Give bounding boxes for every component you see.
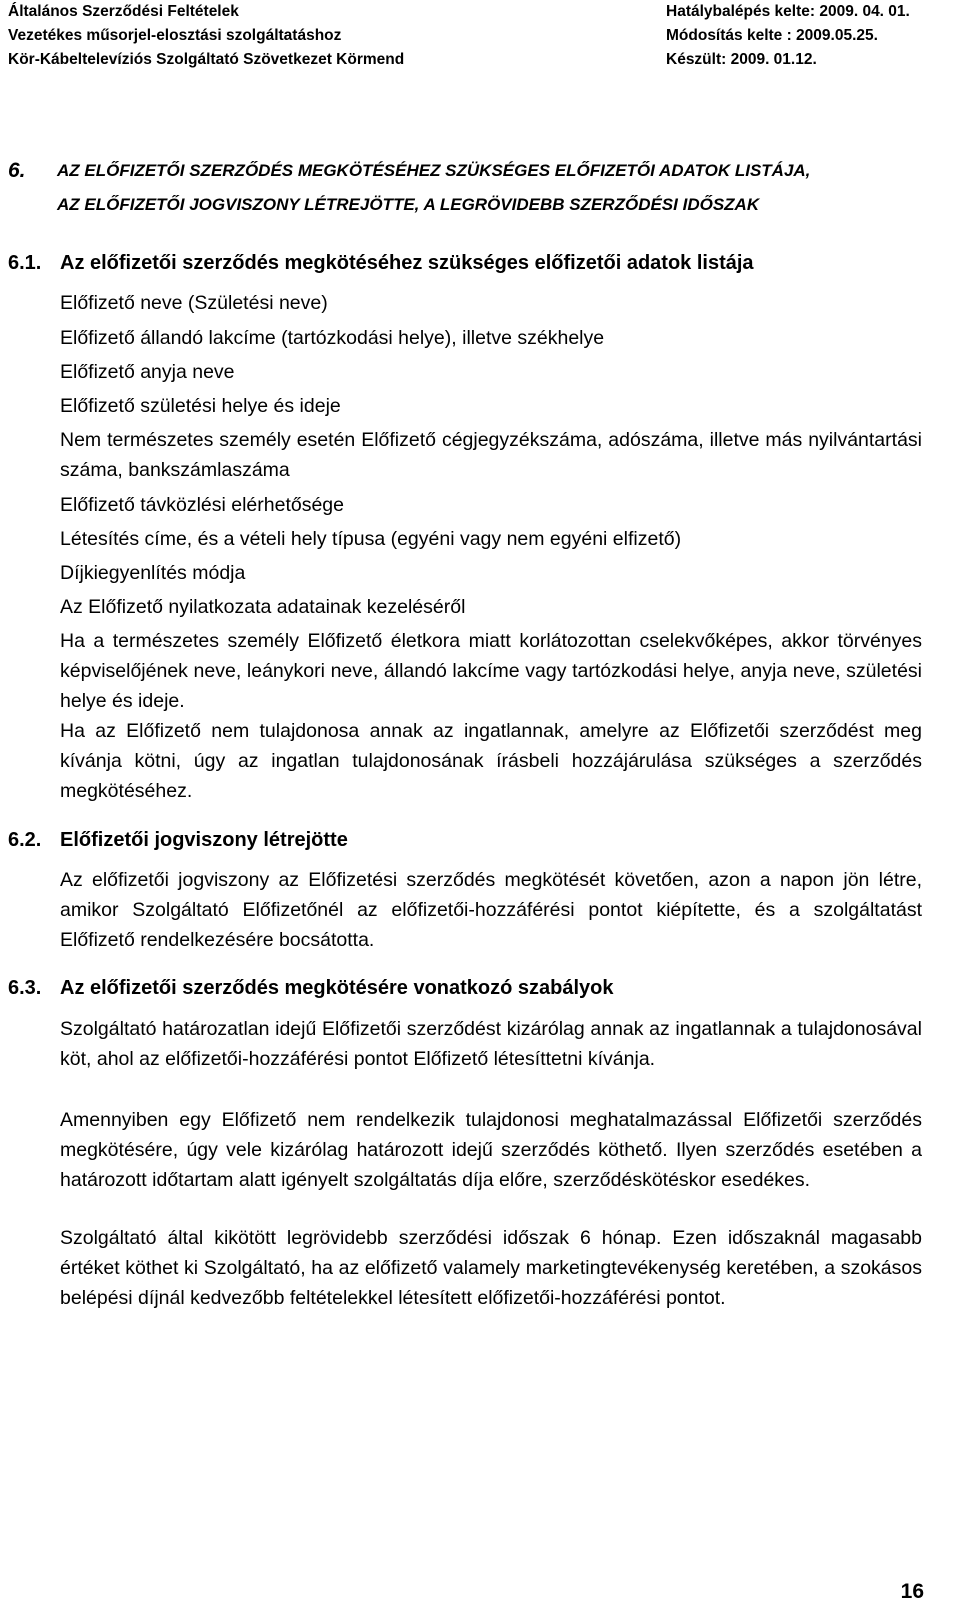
page-header (8, 0, 952, 72)
header-modified-date: Módosítás kelte : 2009.05.25. (666, 27, 878, 44)
subsection-title: Előfizetői jogviszony létrejötte (60, 829, 348, 851)
header-effective-date: Hatálybalépés kelte: 2009. 04. 01. (666, 3, 910, 20)
subsection-title: Az előfizetői szerződés megkötésére vonatkozó szabályok (60, 977, 614, 999)
header-doc-title: Általános Szerződési Feltételek (8, 3, 239, 20)
data-list-item: Ha az Előfizető nem tulajdonosa annak az ingatlannak, amelyre az Előfizetői szerződést meg kívánja kötni, úgy az ingatlan tulajdonosának írásbeli hozzájárulása szükséges a szerződés megkötéséhez. (60, 720, 922, 802)
body-paragraph: Szolgáltató által kikötött legrövidebb szerződési időszak 6 hónap. Ezen időszaknál magasabb értéket köthet ki Szolgáltató, ha az előfizető valamely marketingtevékenység keretében, a szokásos belépési díjnál kedvezőbb feltételekkel létesített előfizetői-hozzáférési pontot. (60, 1227, 922, 1309)
subsection-number: 6.1. (8, 252, 42, 274)
data-list-item: Az Előfizető nyilatkozata adatainak kezeléséről (60, 596, 466, 618)
data-list-item: Előfizető állandó lakcíme (tartózkodási helye), illetve székhelye (60, 327, 605, 349)
subsection-number: 6.2. (8, 829, 42, 851)
data-list-item: Nem természetes személy esetén Előfizető cégjegyzékszáma, adószáma, illetve más nyilvántartási száma, bankszámlaszáma (60, 429, 922, 481)
body-paragraph: Az előfizetői jogviszony az Előfizetési szerződés megkötését követően, azon a napon jön létre, amikor Szolgáltató Előfizetőnél az előfizetői-hozzáférési pontot kiépítette, és a szolgáltatást Előfizető rendelkezésére bocsátotta. (60, 869, 922, 951)
section-title-line2: AZ ELŐFIZETŐI JOGVISZONY LÉTREJÖTTE, A LEGRÖVIDEBB SZERZŐDÉSI IDŐSZAK (57, 195, 760, 214)
section-number: 6. (8, 159, 26, 182)
subsection-title: Az előfizetői szerződés megkötéséhez szükséges előfizetői adatok listája (60, 252, 754, 274)
section-title-line1: AZ ELŐFIZETŐI SZERZŐDÉS MEGKÖTÉSÉHEZ SZÜKSÉGES ELŐFIZETŐI ADATOK LISTÁJA, (57, 161, 811, 180)
body-paragraph: Szolgáltató határozatlan idejű Előfizetői szerződést kizárólag annak az ingatlannak a tulajdonosával köt, ahol az előfizetői-hozzáférési pontot Előfizető létesíttetni kívánja. (60, 1018, 922, 1070)
data-list-item: Létesítés címe, és a vételi hely típusa (egyéni vagy nem egyéni elfizető) (60, 528, 682, 550)
body-paragraph: Amennyiben egy Előfizető nem rendelkezik tulajdonosi meghatalmazással Előfizetői szerződés megkötésére, úgy vele kizárólag határozott idejű szerződés köthető. Ilyen szerződés esetében a határozott időtartam alatt igényelt szolgáltatás díja előre, szerződéskötéskor esedékes. (60, 1109, 922, 1191)
header-service: Vezetékes műsorjel-elosztási szolgáltatáshoz (8, 27, 342, 44)
data-list-item: Előfizető távközlési elérhetősége (60, 494, 344, 516)
data-list-item: Előfizető neve (Születési neve) (60, 292, 328, 314)
data-list-item: Ha a természetes személy Előfizető életkora miatt korlátozottan cselekvőképes, akkor törvényes képviselőjének neve, leánykori neve, állandó lakcíme vagy tartózkodási helye, anyja neve, születési helye és ideje. (60, 630, 922, 712)
header-provider: Kör-Kábeltelevíziós Szolgáltató Szövetkezet Körmend (8, 51, 405, 68)
data-list-item: Előfizető anyja neve (60, 361, 235, 383)
header-row (8, 0, 952, 24)
data-list-item: Előfizető születési helye és ideje (60, 395, 341, 417)
header-created-date: Készült: 2009. 01.12. (666, 51, 817, 68)
data-list-item: Díjkiegyenlítés módja (60, 562, 246, 584)
subsection-number: 6.3. (8, 977, 42, 999)
header-row (8, 24, 952, 48)
page-number: 16 (900, 1580, 924, 1603)
header-row (8, 48, 952, 72)
